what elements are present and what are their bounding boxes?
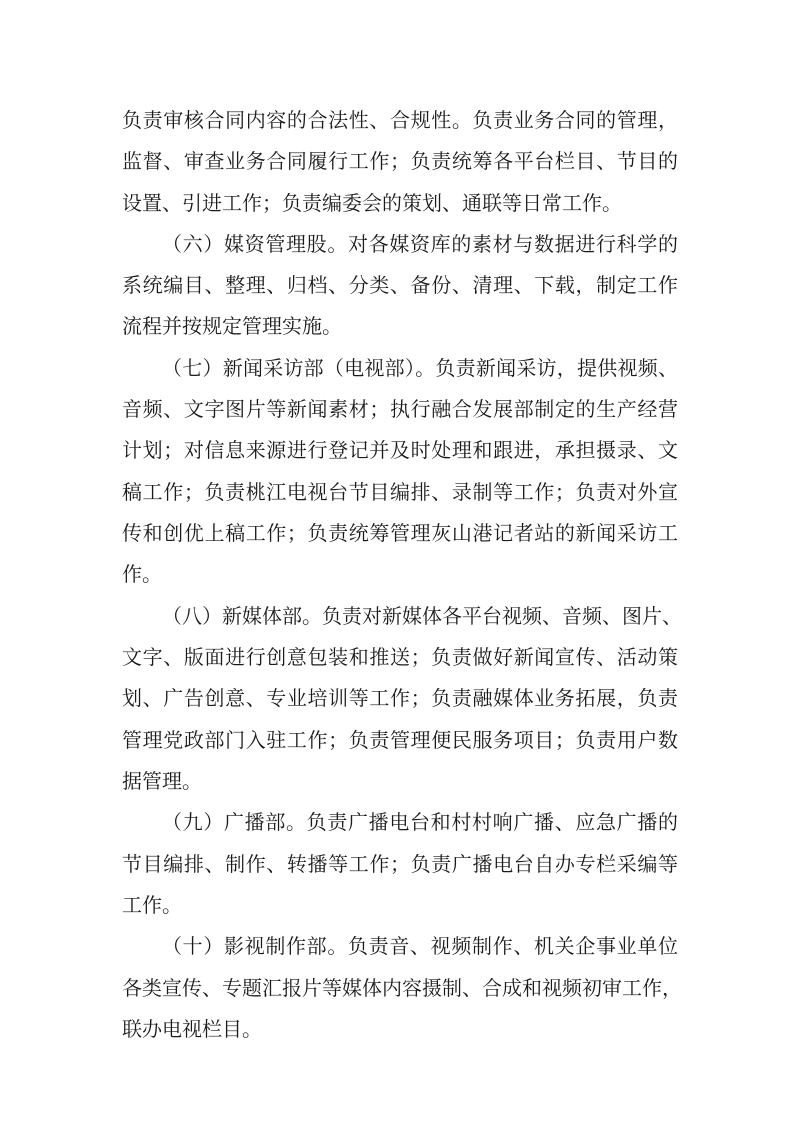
text-line: 音频、文字图片等新闻素材；执行融合发展部制定的生产经营 — [122, 397, 678, 421]
text-line: 节目编排、制作、转播等工作；负责广播电台自办专栏采编等 — [122, 852, 678, 876]
text-line: 据管理。 — [122, 769, 202, 793]
text-line: 文字、版面进行创意包装和推送；负责做好新闻宣传、活动策 — [122, 645, 678, 669]
section-heading-line: （六）媒资管理股。对各媒资库的素材与数据进行科学的 — [162, 232, 678, 256]
text-line: 系统编目、整理、归档、分类、备份、清理、下载，制定工作 — [122, 273, 678, 297]
text-line: 流程并按规定管理实施。 — [122, 314, 342, 338]
section-heading-line: （九）广播部。负责广播电台和村村响广播、应急广播的 — [162, 810, 678, 834]
text-line: 工作。 — [122, 893, 182, 917]
section-heading-line: （八）新媒体部。负责对新媒体各平台视频、音频、图片、 — [162, 604, 682, 628]
text-line: 负责审核合同内容的合法性、合规性。负责业务合同的管理， — [122, 108, 678, 132]
text-line: 划、广告创意、专业培训等工作；负责融媒体业务拓展，负责 — [122, 686, 678, 710]
text-line: 设置、引进工作；负责编委会的策划、通联等日常工作。 — [122, 191, 622, 215]
text-line: 计划；对信息来源进行登记并及时处理和跟进，承担摄录、文 — [122, 438, 678, 462]
text-line: 传和创优上稿工作；负责统筹管理灰山港记者站的新闻采访工 — [122, 521, 678, 545]
text-line: 各类宣传、专题汇报片等媒体内容摄制、合成和视频初审工作， — [122, 976, 682, 1000]
section-heading-line: （十）影视制作部。负责音、视频制作、机关企事业单位 — [162, 934, 678, 958]
text-line: 联办电视栏目。 — [122, 1017, 262, 1041]
text-line: 稿工作；负责桃江电视台节目编排、录制等工作；负责对外宣 — [122, 480, 678, 504]
text-line: 管理党政部门入驻工作；负责管理便民服务项目；负责用户数 — [122, 728, 678, 752]
section-heading-line: （七）新闻采访部（电视部）。负责新闻采访，提供视频、 — [162, 356, 678, 380]
text-line: 监督、审查业务合同履行工作；负责统筹各平台栏目、节目的 — [122, 149, 678, 173]
text-line: 作。 — [122, 562, 162, 586]
